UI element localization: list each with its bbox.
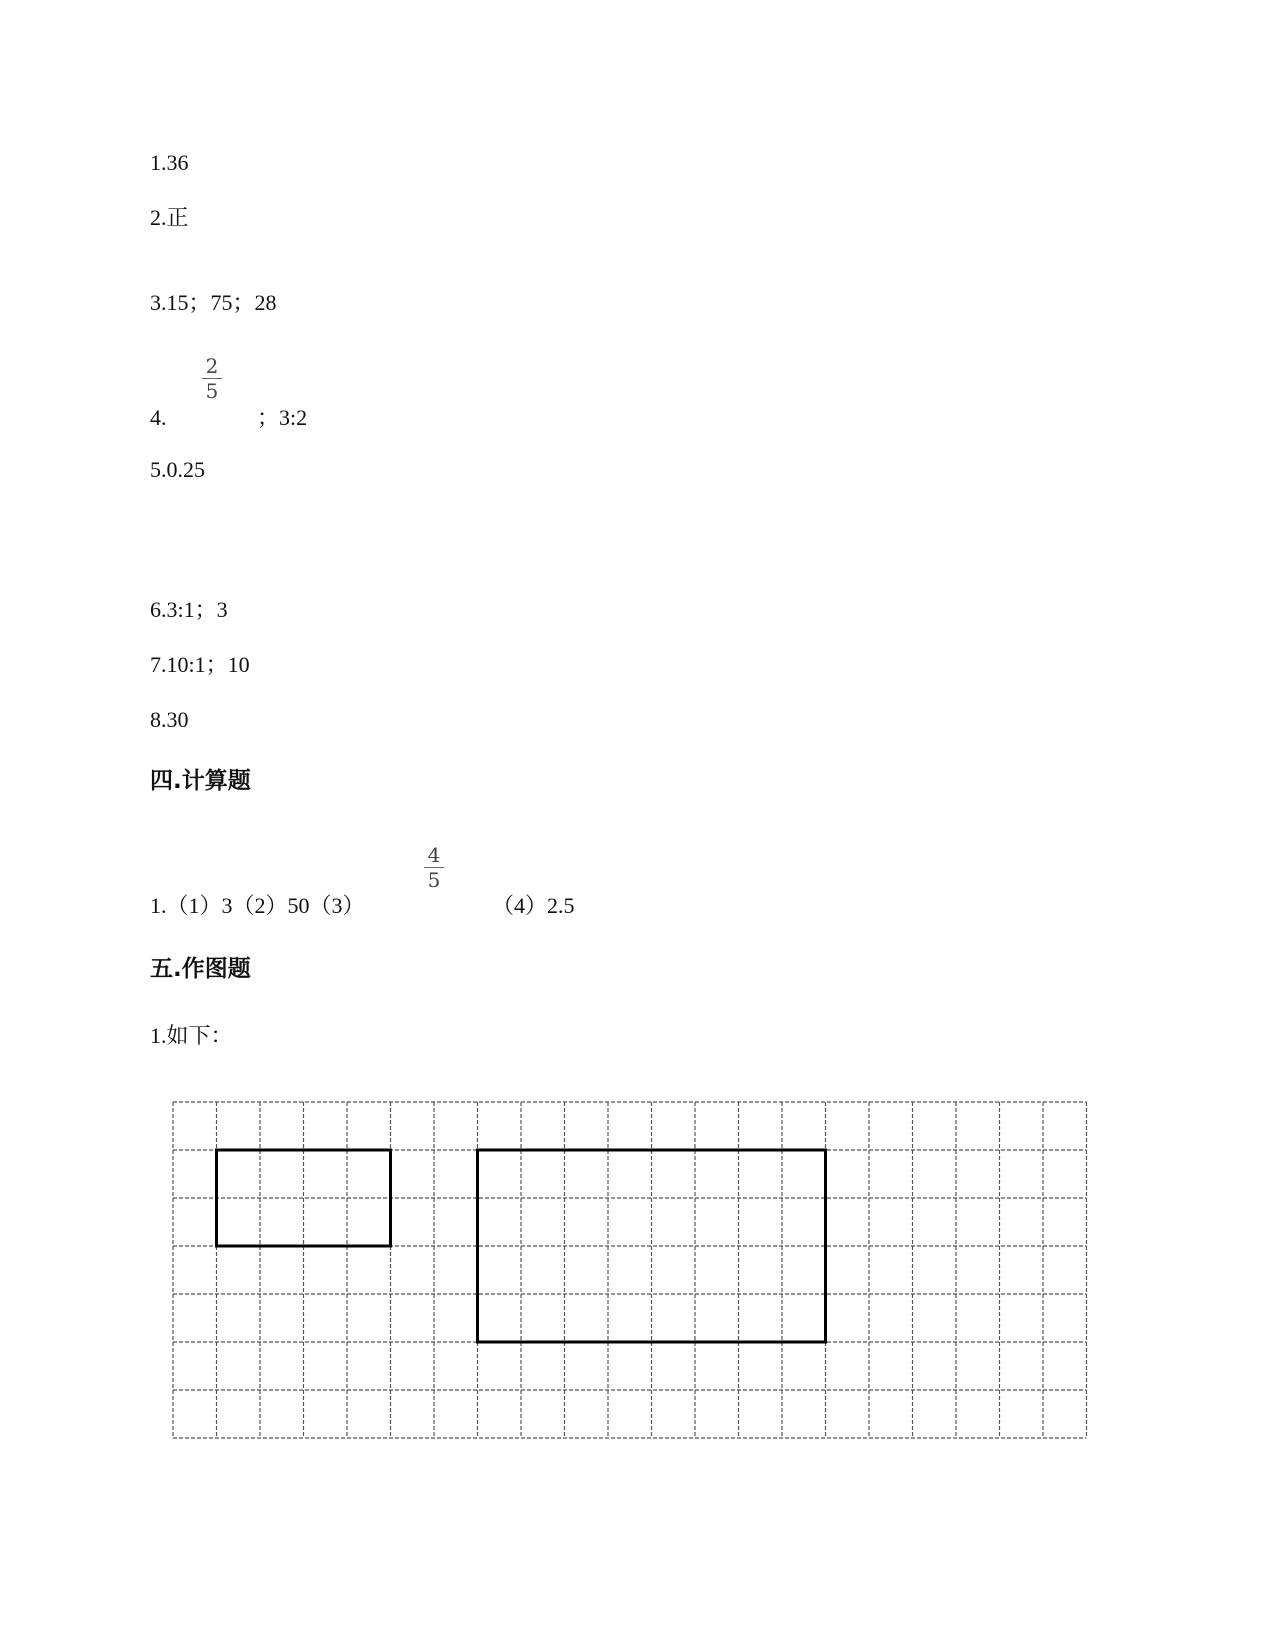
answer-4-fraction <box>200 356 224 401</box>
section-5-heading: 五.作图题 <box>150 956 251 982</box>
answer-4-fraction-numerator: 2 <box>205 354 219 378</box>
answer-4-fraction-denominator: 5 <box>205 379 219 403</box>
section-4-q1-fraction <box>422 845 446 890</box>
answer-1: 1.36 <box>150 150 189 175</box>
answer-4-prefix: 4. <box>150 405 167 430</box>
section-4-q1-prefix: 1.（1）3（2）50（3） <box>150 893 365 918</box>
grid-drawing <box>172 1101 1098 1440</box>
answer-4-suffix: ；3:2 <box>257 405 308 430</box>
answer-2: 2.正 <box>150 205 189 230</box>
section-5-q1: 1.如下： <box>150 1023 233 1048</box>
answer-3: 3.15；75；28 <box>150 290 277 315</box>
answer-5: 5.0.25 <box>150 457 205 482</box>
section-4-q1-fraction-numerator: 4 <box>427 843 441 867</box>
section-4-q1-suffix: （4）2.5 <box>492 893 575 918</box>
answer-7: 7.10:1；10 <box>150 652 250 677</box>
section-4-q1-fraction-denominator: 5 <box>427 868 441 892</box>
section-4-heading: 四.计算题 <box>150 768 251 794</box>
grid-figure <box>172 1101 1098 1445</box>
answer-6: 6.3:1；3 <box>150 597 228 622</box>
answer-8: 8.30 <box>150 707 189 732</box>
